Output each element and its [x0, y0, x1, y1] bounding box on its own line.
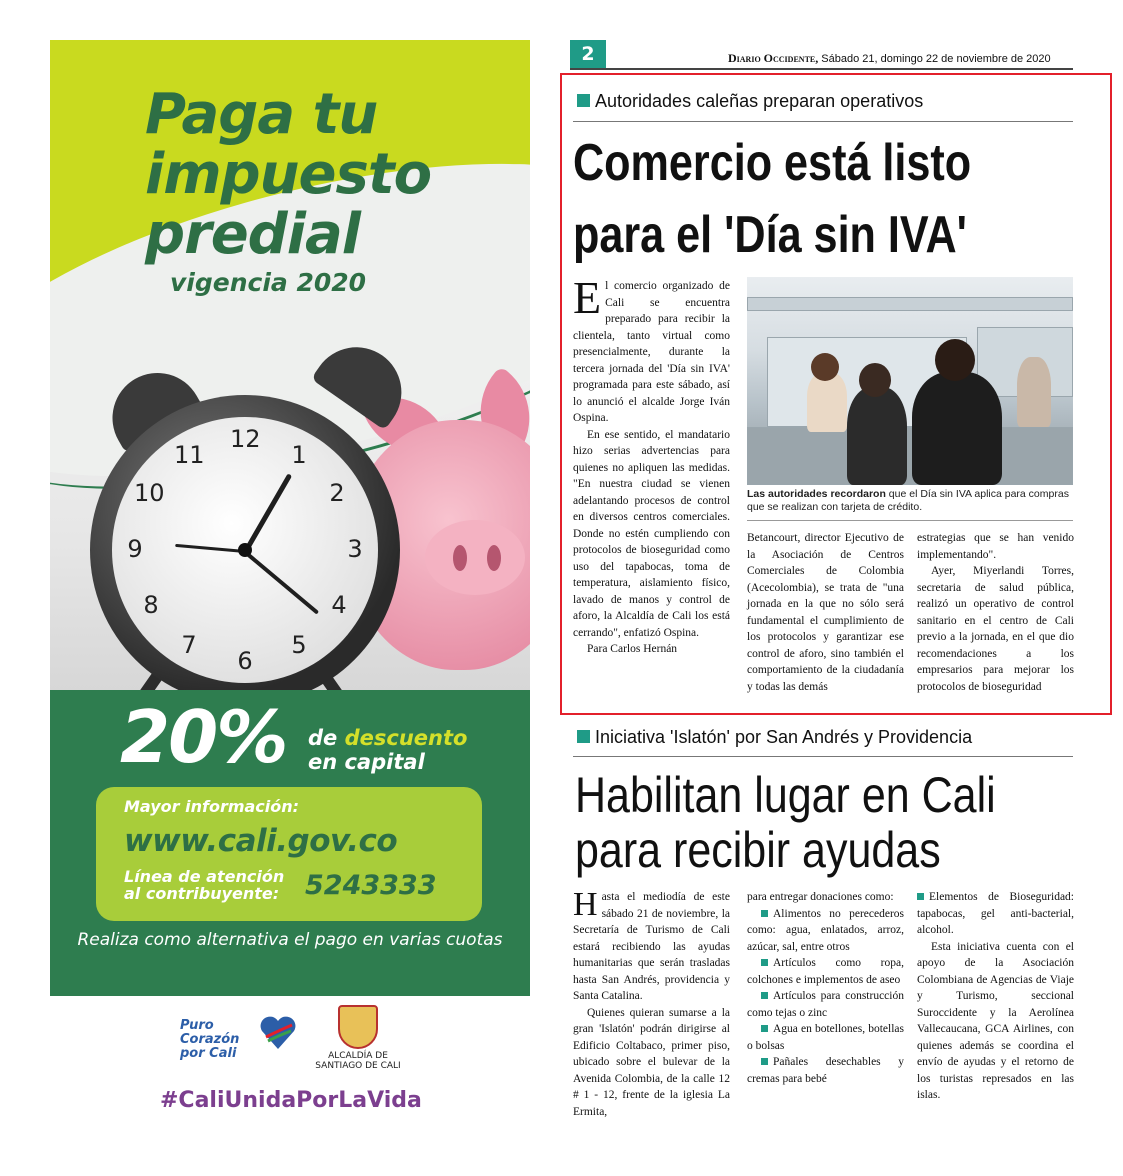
photo-person-head [935, 339, 975, 381]
caption-rule [747, 520, 1073, 521]
discount-percent: 20% [120, 695, 287, 779]
hashtag: #CaliUnidaPorLaVida [160, 1088, 422, 1113]
puro-corazon-logo-text: Puro Corazón por Cali [180, 1018, 240, 1061]
article2-paragraph: Esta iniciativa cuenta con el apoyo de la Asociación Colombiana de Agencias de Viaje y Turismo, seccional Suroccidente y la Aerolínea Vallecaucana, GCA Airlines, con quienes además se coordina el envío de ayudas y el retorno de los turistas represados en las islas. [917, 940, 1074, 1101]
clock-number: 4 [331, 591, 347, 619]
article2-kicker [577, 727, 972, 748]
article1-photo [747, 277, 1073, 485]
clock-number: 8 [143, 591, 159, 619]
photo-person [807, 372, 847, 432]
donation-item: Alimentos no perecederos como: agua, enlatados, arroz, azúcar, sal, entre otros [747, 906, 904, 956]
pig-nostril [453, 545, 467, 571]
kicker-rule [573, 121, 1073, 122]
article1-title-line1: Comercio está listo [573, 134, 972, 192]
pig-snout-icon [425, 520, 525, 595]
clock-number: 3 [347, 535, 363, 563]
discount-text-line1 [308, 726, 467, 750]
donation-item: Artículos como ropa, colchones e implementos de aseo [747, 955, 904, 988]
article1-paragraph: Ayer, Miyerlandi Torres, secretaria de salud pública, realizó un operativo de control sanitario en el centro de Cali previo a la jornada, en el que dio recomendaciones a los empresarios para mejorar los protocolos de bioseguridad [917, 565, 1074, 693]
ad-subheadline: vigencia 2020 [170, 268, 367, 297]
predial-ad [50, 40, 530, 996]
caption-bold: Las autoridades recordaron [747, 488, 886, 500]
clock-number: 2 [329, 479, 345, 507]
donation-item: Artículos para construcción como tejas o zinc [747, 988, 904, 1021]
discount-prefix: de [308, 726, 338, 750]
photo-person-head [811, 353, 839, 381]
article2-column3 [917, 889, 1074, 1104]
clock-second-hand [175, 544, 245, 553]
clock-face [112, 417, 378, 683]
publication-name: Diario Occidente, [728, 51, 819, 65]
caption-text: que el Día sin IVA aplica para compras que se realizan con tarjeta de crédito. [747, 488, 1069, 513]
kicker-square-icon [577, 730, 590, 743]
article2-title-line1: Habilitan lugar en Cali [575, 767, 996, 823]
photo-shelf [747, 297, 1073, 311]
alcaldia-logo-text: ALCALDÍA DE SANTIAGO DE CALI [315, 1051, 401, 1071]
article1-kicker [577, 91, 923, 112]
discount-highlight: descuento [344, 726, 468, 750]
header-rule [570, 68, 1073, 70]
clock-number: 11 [174, 441, 205, 469]
info-phone: 5243333 [305, 870, 437, 901]
alarm-clock-icon [90, 395, 400, 705]
info-url-link[interactable]: www.cali.gov.co [124, 823, 398, 859]
clock-number: 5 [291, 631, 307, 659]
photo-counter [747, 427, 1073, 485]
article2-kicker-text: Iniciativa 'Islatón' por San Andrés y Providencia [595, 727, 973, 747]
article2-paragraph: asta el mediodía de este sábado 21 de noviembre, la Secretaría de Turismo de Cali estará recibiendo las ayudas humanitarias que serán trasladas hasta San Andrés, providencia y Santa Catalina. [573, 891, 730, 1002]
clock-number: 6 [237, 647, 253, 675]
article1-paragraph: estrategias que se han venido implementando". [917, 532, 1074, 561]
discount-text-line2: en capital [308, 750, 425, 774]
publication-date: Sábado 21, domingo 22 de noviembre de 2020 [821, 53, 1051, 65]
clock-number: 1 [291, 441, 307, 469]
info-label: Mayor información: [124, 797, 300, 816]
info-line-label: Línea de atención al contribuyente: [124, 867, 285, 903]
article2-dropcap: H [573, 886, 598, 923]
article1-dropcap: E [573, 272, 602, 323]
photo-person [912, 372, 1002, 485]
article1-column1 [573, 272, 730, 658]
logos [160, 1005, 520, 1085]
clock-hour-hand [243, 473, 292, 553]
article1-caption [747, 488, 1073, 514]
kicker-rule [573, 756, 1073, 757]
article1-column3 [917, 530, 1074, 695]
article2-column1 [573, 886, 730, 1120]
clock-number: 7 [181, 631, 197, 659]
article1-paragraph: En ese sentido, el mandatario hizo serias advertencias para quienes no apliquen las medidas. "En nuestra ciudad se vienen adelantando procesos de control en diversos centros comerciales. Donde no estén cumpliendo con protocolos de bioseguridad como uso del tapabocas, toma de temperatura, aislamiento físico, lavado de manos y control de aforo, la Alcaldía de Cali los está cerrando", enfatizó Ospina. [573, 428, 730, 639]
clock-hub [238, 543, 252, 557]
clock-number: 12 [230, 425, 261, 453]
article1-paragraph: Para Carlos Hernán [587, 643, 678, 655]
article1-paragraph: Betancourt, director Ejecutivo de la Asociación de Centros Comerciales de Colombia (Acecolombia), se trata de "una jornada en la que no sólo será fundamental el cumplimiento de los protocolos y garantizar ese control de aforo, sino también el comportamiento de la ciudadanía y todas las demás [747, 532, 904, 693]
pig-nostril [487, 545, 501, 571]
article2-paragraph: Quienes quieran sumarse a la gran 'Islatón' podrán dirigirse al Edificio Coltabaco, primer piso, ubicado sobre el bulevar de la Avenida Colombia, de la calle 12 # 1 - 12, frente de la iglesia La Ermita, [573, 1006, 730, 1118]
article2-title-line2: para recibir ayudas [575, 822, 941, 878]
page-number: 2 [570, 40, 606, 68]
kicker-square-icon [577, 94, 590, 107]
donation-item: Agua en botellones, botellas o bolsas [747, 1021, 904, 1054]
donation-item: Elementos de Bioseguridad: tapabocas, gel anti-bacterial, alcohol. [917, 889, 1074, 939]
photo-person [1017, 357, 1051, 427]
cali-coat-of-arms-icon [338, 1005, 378, 1049]
article2-column2 [747, 889, 904, 1087]
article1-column2 [747, 530, 904, 695]
photo-person-head [859, 363, 891, 397]
clock-number: 9 [127, 535, 143, 563]
photo-person [847, 387, 907, 485]
article1-kicker-text: Autoridades caleñas preparan operativos [595, 91, 924, 111]
dateline [728, 51, 1051, 66]
ad-headline: Paga tu impuesto predial [145, 82, 432, 267]
article1-title-line2: para el 'Día sin IVA' [573, 206, 967, 264]
clock-number: 10 [134, 479, 165, 507]
article2-paragraph: para entregar donaciones como: [747, 891, 894, 903]
article1-paragraph: l comercio organizado de Cali se encuentra preparado para recibir la clientela, tanto virtual como presencialmente, durante la tercera jornada del 'Día sin IVA' programada para este sábado, así lo anunció el alcalde Jorge Iván Ospina. [573, 280, 730, 424]
heart-logo-icon [258, 1013, 298, 1053]
clock-minute-hand [244, 550, 319, 614]
alternative-payment-text: Realiza como alternativa el pago en varias cuotas [77, 930, 503, 950]
donation-item: Pañales desechables y cremas para bebé [747, 1054, 904, 1087]
